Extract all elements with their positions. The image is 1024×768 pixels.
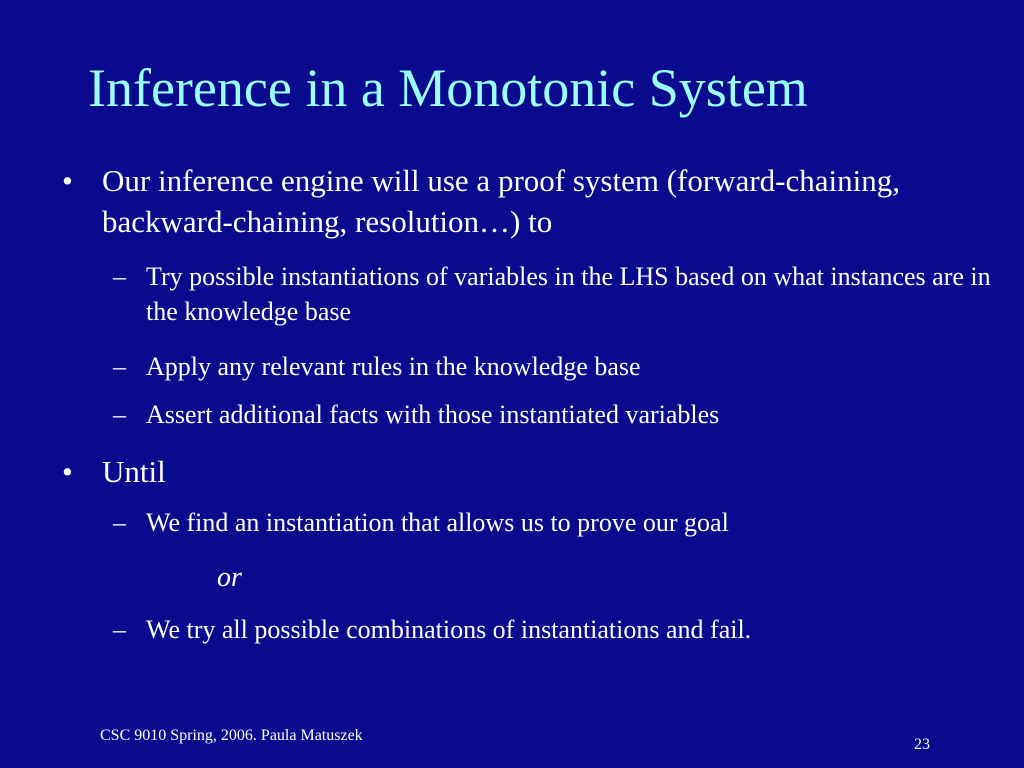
bullet-marker: • <box>62 163 73 198</box>
bullet-text: Our inference engine will use a proof system (forward-chaining, backward-chaining, resolution…) to <box>102 163 900 239</box>
sub-bullet-text: Apply any relevant rules in the knowledge base <box>146 352 641 381</box>
sub-bullet-marker: – <box>113 262 126 291</box>
sub-bullet-text: Assert additional facts with those instantiated variables <box>146 400 720 429</box>
sub-bullet-item <box>113 612 993 647</box>
bullet-item <box>60 451 1015 492</box>
sub-bullet-marker: – <box>113 400 126 429</box>
sub-bullet-text: Try possible instantiations of variables in the LHS based on what instances are in the knowledge base <box>146 262 991 326</box>
sub-bullet-item <box>113 505 993 540</box>
bullet-text: Until <box>102 454 166 489</box>
slide-footer: CSC 9010 Spring, 2006. Paula Matuszek <box>100 727 363 744</box>
sub-bullet-item <box>113 397 993 432</box>
bullet-item <box>60 160 1015 242</box>
sub-bullet-marker: – <box>113 615 126 644</box>
slide-title: Inference in a Monotonic System <box>88 58 808 118</box>
page-number: 23 <box>914 736 930 753</box>
or-connector: or <box>217 562 242 593</box>
sub-bullet-text: We try all possible combinations of instantiations and fail. <box>146 615 752 644</box>
sub-bullet-marker: – <box>113 352 126 381</box>
sub-bullet-item <box>113 259 993 329</box>
sub-bullet-item <box>113 349 993 384</box>
sub-bullet-text: We find an instantiation that allows us to prove our goal <box>146 508 729 537</box>
bullet-marker: • <box>62 454 73 489</box>
sub-bullet-marker: – <box>113 508 126 537</box>
